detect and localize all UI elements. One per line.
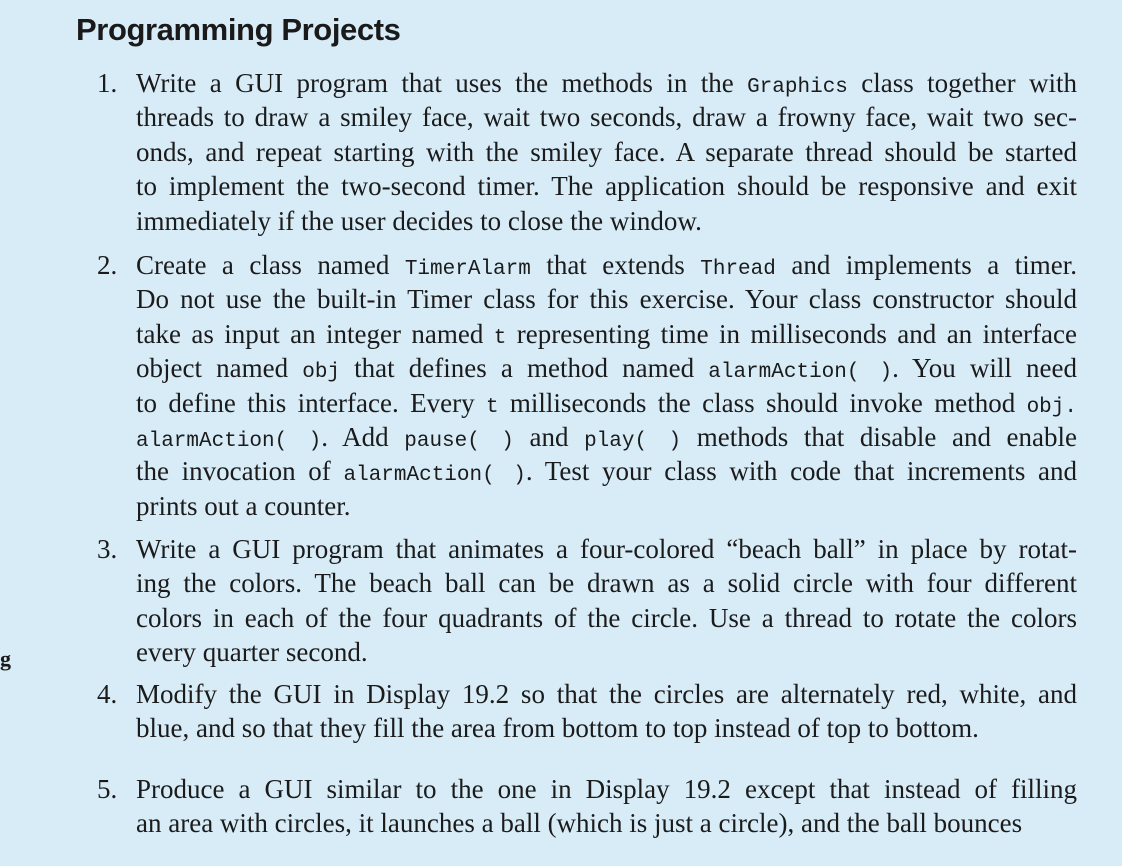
inline-code: pause( ) <box>404 430 514 453</box>
section-title: Programming Projects <box>76 12 401 47</box>
text-run: and <box>513 422 585 452</box>
text-run: immediately if the user decides to close the window. <box>136 205 702 236</box>
text-run: representing time in milliseconds and an interface <box>506 318 1077 349</box>
text-run: ing the colors. The beach ball can be drawn as a solid circle with four different <box>136 568 1077 599</box>
text-run: that defines a method named <box>340 353 709 384</box>
project-text-line <box>136 66 1077 100</box>
project-text-line <box>136 317 1077 351</box>
text-run: that extends <box>530 250 701 280</box>
text-run: to define this interface. Every <box>136 387 486 418</box>
project-number: 5. <box>97 774 118 804</box>
text-run: . Test your class with code that increments and <box>525 456 1077 487</box>
text-run: onds, and repeat starting with the smiley face. A separate thread should be started <box>136 136 1077 167</box>
text-run: to implement the two-second timer. The application should be responsive and exit <box>136 171 1077 202</box>
text-run: milliseconds the class should invoke method <box>498 387 1027 418</box>
inline-code: obj. <box>1026 395 1077 419</box>
text-run: . Add <box>321 422 405 452</box>
text-run: and implements a timer. <box>775 250 1077 280</box>
project-number: 1. <box>97 68 118 98</box>
project-text-line <box>136 711 1077 745</box>
project-text-line <box>136 601 1077 635</box>
text-run: methods that disable and enable <box>681 422 1077 452</box>
inline-code: play( ) <box>584 430 682 453</box>
margin-mark: g <box>0 646 11 671</box>
project-text-line <box>136 454 1077 488</box>
project-text-line <box>136 566 1077 600</box>
project-text-line <box>136 135 1077 169</box>
text-run: take as input an integer named <box>136 318 494 349</box>
text-run: Modify the GUI in Display 19.2 so that the circles are alternately red, white, and <box>136 679 1077 709</box>
text-run: Do not use the built-in Timer class for this exercise. Your class constructor should <box>136 284 1077 315</box>
inline-code: alarmAction( ) <box>708 361 893 385</box>
inline-code: Graphics <box>747 76 848 99</box>
text-run: colors in each of the four quadrants of the circle. Use a thread to rotate the colors <box>136 602 1077 633</box>
project-text-line <box>136 635 1077 669</box>
text-run: Write a GUI program that animates a four-colored “beach ball” in place by rotat- <box>136 534 1077 564</box>
project-number: 3. <box>97 534 118 564</box>
project-text-line <box>136 420 1077 454</box>
project-text-line <box>136 489 1077 523</box>
inline-code: alarmAction( ) <box>136 430 322 453</box>
text-run: class together with <box>847 68 1077 98</box>
project-text-line <box>136 386 1077 420</box>
project-text-line <box>136 248 1077 282</box>
project-text-line <box>136 806 1077 840</box>
inline-code: TimerAlarm <box>404 258 531 281</box>
text-run: Produce a GUI similar to the one in Display 19.2 except that instead of filling <box>136 774 1077 804</box>
text-run: an area with circles, it launches a ball (which is just a circle), and the ball bounces <box>136 808 1023 839</box>
project-text-line <box>136 204 1077 238</box>
inline-code: alarmAction( ) <box>343 464 526 488</box>
project-text-line <box>136 351 1077 385</box>
text-run: blue, and so that they fill the area from bottom to top instead of top to bottom. <box>136 713 979 744</box>
text-run: object named <box>136 353 303 384</box>
inline-code: obj <box>302 361 341 385</box>
text-run: Write a GUI program that uses the methods in the <box>136 68 748 98</box>
text-run: prints out a counter. <box>136 490 351 521</box>
inline-code: Thread <box>700 258 776 281</box>
project-text-line <box>136 282 1077 316</box>
text-run: every quarter second. <box>136 637 368 668</box>
project-text-line <box>136 532 1077 566</box>
project-text-line <box>136 772 1077 806</box>
project-number: 4. <box>97 679 118 709</box>
text-run: . You will need <box>892 353 1077 384</box>
project-text-line <box>136 169 1077 203</box>
text-run: Create a class named <box>136 250 405 280</box>
text-run: the invocation of <box>136 456 344 487</box>
project-number: 2. <box>97 250 118 280</box>
text-run: threads to draw a smiley face, wait two seconds, draw a frowny face, wait two sec- <box>136 102 1077 133</box>
inline-code: t <box>493 326 507 350</box>
project-text-line <box>136 100 1077 134</box>
inline-code: t <box>485 395 499 419</box>
project-text-line <box>136 677 1077 711</box>
